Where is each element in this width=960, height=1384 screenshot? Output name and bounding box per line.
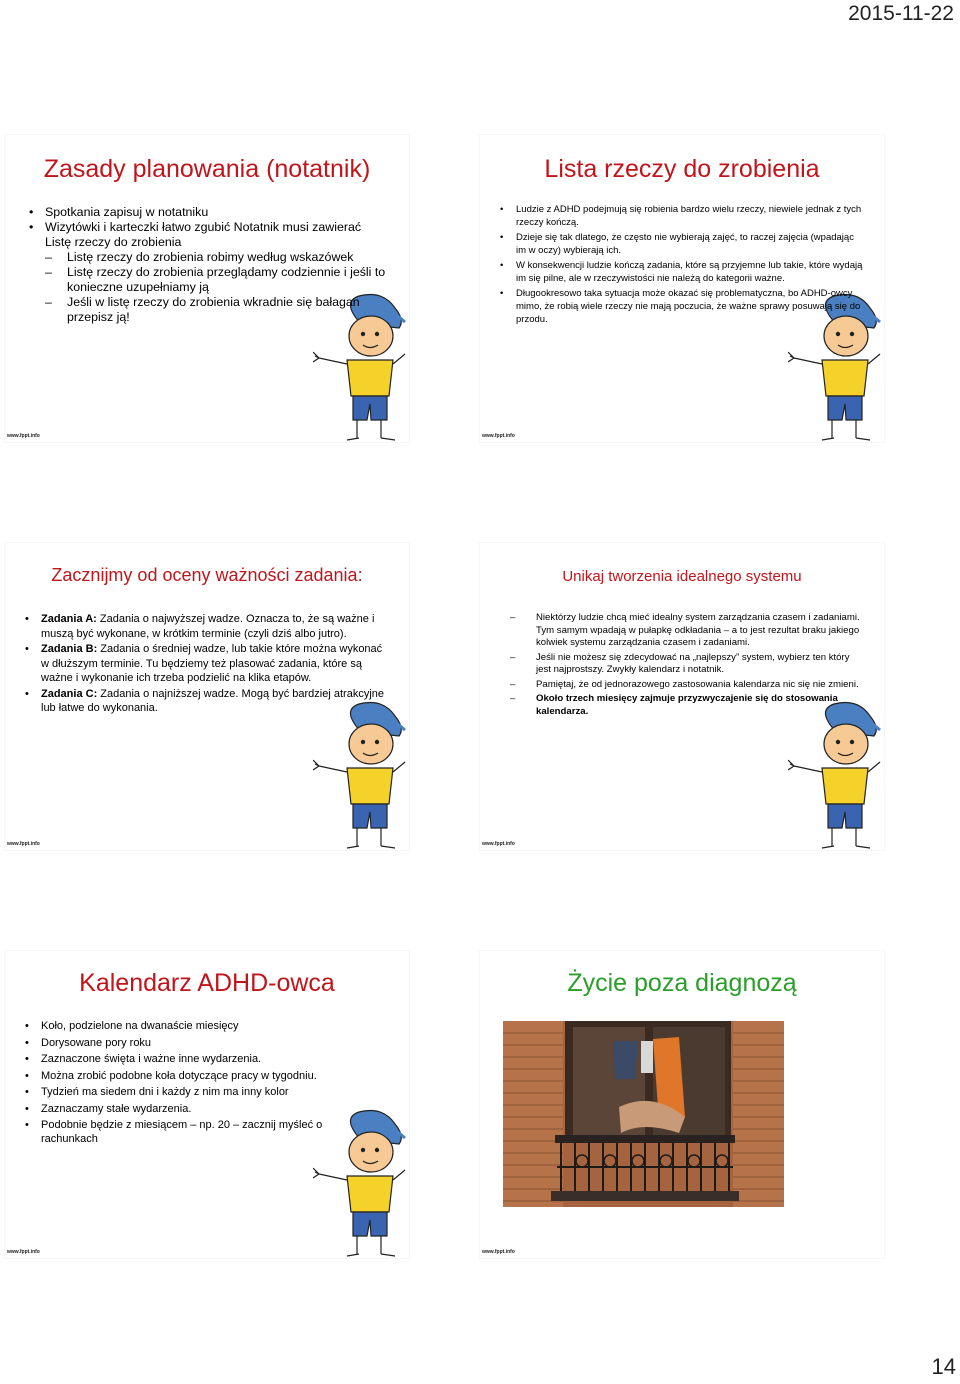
document-date: 2015-11-22	[848, 2, 954, 25]
list-item	[21, 687, 391, 716]
list-item: – Niektórzy ludzie chcą mieć idealny system zarządzania czasem i zadaniami. Tym samym wpadają w pułapkę odkładania – a to jest rezultat braku jakiego kolwiek systemu zarządzania czasem i zadaniami.	[506, 612, 862, 650]
bullet-list	[506, 612, 862, 718]
slide-footer-url: www.fppt.info	[7, 841, 40, 847]
bullet-list	[21, 1019, 351, 1146]
slide-footer-url: www.fppt.info	[482, 841, 515, 847]
list-item: • Długookresowo taka sytuacja może okazać się problematyczna, bo ADHD-owcy mimo, że robią wiele rzeczy nie mają poczucia, że ważne sprawy posuwają się do przodu.	[496, 287, 864, 326]
list-item: • Zaznaczamy stałe wydarzenia.	[21, 1102, 351, 1116]
slide-title: Kalendarz ADHD-owca	[79, 969, 335, 997]
slide-5	[5, 951, 409, 1258]
list-item: – Jeśli w listę rzeczy do zrobienia wkradnie się bałagan przepisz ją!	[25, 295, 387, 325]
bullet-list	[496, 203, 864, 326]
cartoon-boy-illustration	[313, 700, 407, 850]
balcony-laundry-photo	[503, 1021, 784, 1207]
list-item	[21, 642, 391, 686]
slide-1	[5, 135, 409, 442]
list-item: • Dorysowane pory roku	[21, 1036, 351, 1050]
list-item: • Spotkania zapisuj w notatniku	[25, 205, 387, 220]
slide-title: Unikaj tworzenia idealnego systemu	[562, 568, 802, 585]
list-item	[506, 693, 862, 718]
bold-text: Około trzech miesięcy zajmuje przyzwyczajenie się do stosowania kalendarza.	[536, 693, 838, 717]
task-label: Zadania A:	[41, 613, 97, 625]
slide-3	[5, 543, 409, 850]
task-label: Zadania B:	[41, 643, 98, 655]
list-item: • Zaznaczone święta i ważne inne wydarzenia.	[21, 1052, 351, 1066]
slide-title: Zasady planowania (notatnik)	[43, 155, 371, 183]
list-item: – Pamiętaj, że od jednorazowego zastosowania kalendarza nic się nie zmieni.	[506, 679, 862, 692]
list-item: • W konsekwencji ludzie kończą zadania, które są przyjemne lub takie, które wydają im się pilne, ale w rzeczywistości nie należą do kategorii ważne.	[496, 259, 864, 285]
slide-footer-url: www.fppt.info	[7, 1249, 40, 1255]
list-item: • Tydzień ma siedem dni i każdy z nim ma inny kolor	[21, 1085, 351, 1099]
slide-4	[480, 543, 884, 850]
list-item: • Ludzie z ADHD podejmują się robienia bardzo wielu rzeczy, niewiele jednak z tych rzeczy kończą.	[496, 203, 864, 229]
slide-footer-url: www.fppt.info	[482, 1249, 515, 1255]
list-item: – Jeśli nie możesz się zdecydować na „najlepszy” system, wybierz ten który jest najprostszy. Zwykły kalendarz i notatnik.	[506, 652, 862, 677]
slide-title: Zacznijmy od oceny ważności zadania:	[51, 565, 363, 585]
bullet-list	[25, 205, 387, 325]
slide-footer-url: www.fppt.info	[7, 433, 40, 439]
task-description: Zadania o średniej wadze, lub takie które można wykonać w dłuższym terminie. Tu będziemy też plasować zadania, które są ważne i wykonanie ich trzeba podzielić na klika etapów.	[41, 643, 383, 684]
bullet-list	[21, 612, 391, 716]
slide-title: Lista rzeczy do zrobienia	[544, 155, 820, 183]
list-item: • Można zrobić podobne koła dotyczące pracy w tygodniu.	[21, 1069, 351, 1083]
list-item: • Koło, podzielone na dwanaście miesięcy	[21, 1019, 351, 1033]
list-item: – Listę rzeczy do zrobienia przeglądamy codziennie i jeśli to konieczne uzupełniamy ją	[25, 265, 387, 295]
list-item: • Wizytówki i karteczki łatwo zgubić Notatnik musi zawierać Listę rzeczy do zrobienia	[25, 220, 387, 250]
task-label: Zadania C:	[41, 687, 98, 700]
slide-6	[480, 951, 884, 1258]
task-description: Zadania o najwyższej wadze. Oznacza to, że są ważne i muszą być wykonane, w krótkim terminie (czyli dziś albo jutro).	[41, 613, 375, 640]
slide-2	[480, 135, 884, 442]
page-number: 14	[931, 1354, 956, 1379]
slide-footer-url: www.fppt.info	[482, 433, 515, 439]
slide-title: Życie poza diagnozą	[567, 969, 797, 997]
task-description: Zadania o najniższej wadze. Mogą być bardziej atrakcyjne lub łatwe do wykonania.	[41, 687, 384, 714]
list-item: • Dzieje się tak dlatego, że często nie wybierają zajęć, to raczej zajęcia (wpadając im w oczy) wybierają ich.	[496, 231, 864, 257]
list-item: – Listę rzeczy do zrobienia robimy według wskazówek	[25, 250, 387, 265]
list-item	[21, 612, 391, 641]
list-item: • Podobnie będzie z miesiącem – np. 20 – zacznij myśleć o rachunkach	[21, 1118, 351, 1146]
cartoon-boy-illustration	[788, 700, 882, 850]
